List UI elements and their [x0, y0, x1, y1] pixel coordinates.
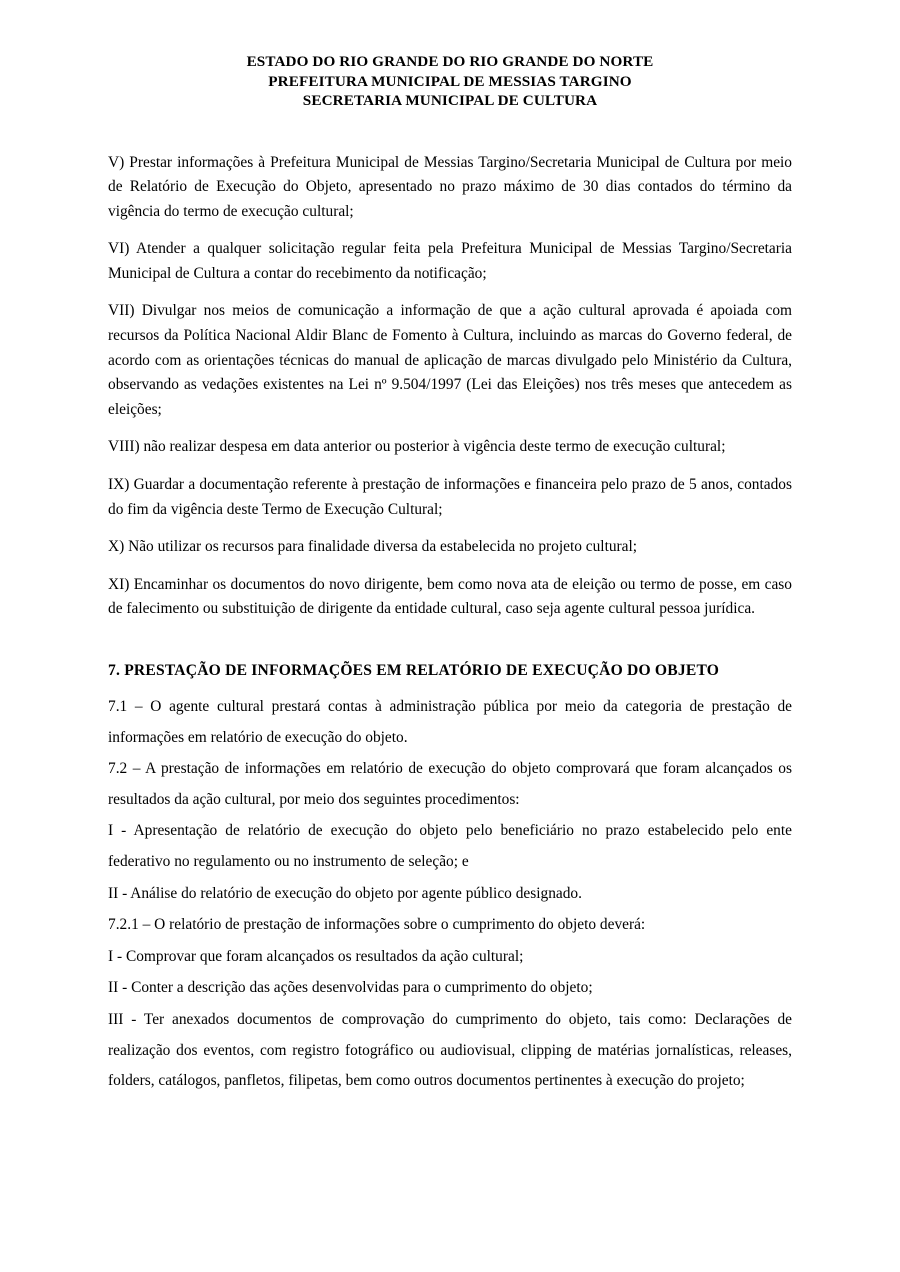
clause-paragraph: VIII) não realizar despesa em data anterior ou posterior à vigência deste termo de execução cultural; [108, 438, 726, 456]
clause-list [108, 151, 792, 623]
letterhead-line-state: ESTADO DO RIO GRANDE DO RIO GRANDE DO NORTE [246, 53, 654, 70]
section-paragraph: III - Ter anexados documentos de comprovação do cumprimento do objeto, tais como: Declarações de realização dos eventos, com registro fotográfico ou audiovisual, clipping de matérias jornalísticas, releases, folders, catálogos, panfletos, filipetas, bem como outros documentos pertinentes à execução do projeto; [108, 1010, 792, 1090]
letterhead [108, 52, 792, 111]
letterhead-line-department: SECRETARIA MUNICIPAL DE CULTURA [302, 92, 598, 109]
clause-paragraph: V) Prestar informações à Prefeitura Municipal de Messias Targino/Secretaria Municipal de Cultura por meio de Relatório de Execução do Objeto, apresentado no prazo máximo de 30 dias contados do término da vigência do termo de execução cultural; [108, 153, 792, 220]
section-paragraph: II - Análise do relatório de execução do objeto por agente público designado. [108, 884, 582, 902]
section-paragraph: I - Comprovar que foram alcançados os resultados da ação cultural; [108, 947, 524, 965]
clause-paragraph: XI) Encaminhar os documentos do novo dirigente, bem como nova ata de eleição ou termo de posse, em caso de falecimento ou substituição de dirigente da entidade cultural, caso seja agente cultural pessoa jurídica. [108, 575, 792, 618]
section-paragraph: I - Apresentação de relatório de execução do objeto pelo beneficiário no prazo estabelecido pelo ente federativo no regulamento ou no instrumento de seleção; e [108, 822, 792, 870]
clause-paragraph: VI) Atender a qualquer solicitação regular feita pela Prefeitura Municipal de Messias Targino/Secretaria Municipal de Cultura a contar do recebimento da notificação; [108, 240, 792, 282]
section-paragraph: II - Conter a descrição das ações desenvolvidas para o cumprimento do objeto; [108, 979, 593, 997]
section-paragraph: 7.1 – O agente cultural prestará contas à administração pública por meio da categoria de prestação de informações em relatório de execução do objeto. [108, 698, 792, 746]
clause-paragraph: X) Não utilizar os recursos para finalidade diversa da estabelecida no projeto cultural; [108, 538, 638, 556]
clause-paragraph: VII) Divulgar nos meios de comunicação a informação de que a ação cultural aprovada é apoiada com recursos da Política Nacional Aldir Blanc de Fomento à Cultura, incluindo as marcas do Governo federal, de acordo com as orientações técnicas do manual de aplicação de marcas divulgado pelo Ministério da Cultura, observando as vedações existentes na Lei nº 9.504/1997 (Lei das Eleições) nos três meses que antecedem as eleições; [108, 302, 792, 418]
clause-paragraph: IX) Guardar a documentação referente à prestação de informações e financeira pelo prazo de 5 anos, contados do fim da vigência deste Termo de Execução Cultural; [108, 476, 792, 518]
section-paragraph: 7.2 – A prestação de informações em relatório de execução do objeto comprovará que foram alcançados os resultados da ação cultural, por meio dos seguintes procedimentos: [108, 760, 792, 808]
letterhead-line-city: PREFEITURA MUNICIPAL DE MESSIAS TARGINO [268, 72, 632, 90]
section-paragraph: 7.2.1 – O relatório de prestação de informações sobre o cumprimento do objeto deverá: [108, 916, 646, 934]
section-heading: 7. PRESTAÇÃO DE INFORMAÇÕES EM RELATÓRIO DE EXECUÇÃO DO OBJETO [108, 662, 720, 679]
section-body [108, 692, 792, 1097]
